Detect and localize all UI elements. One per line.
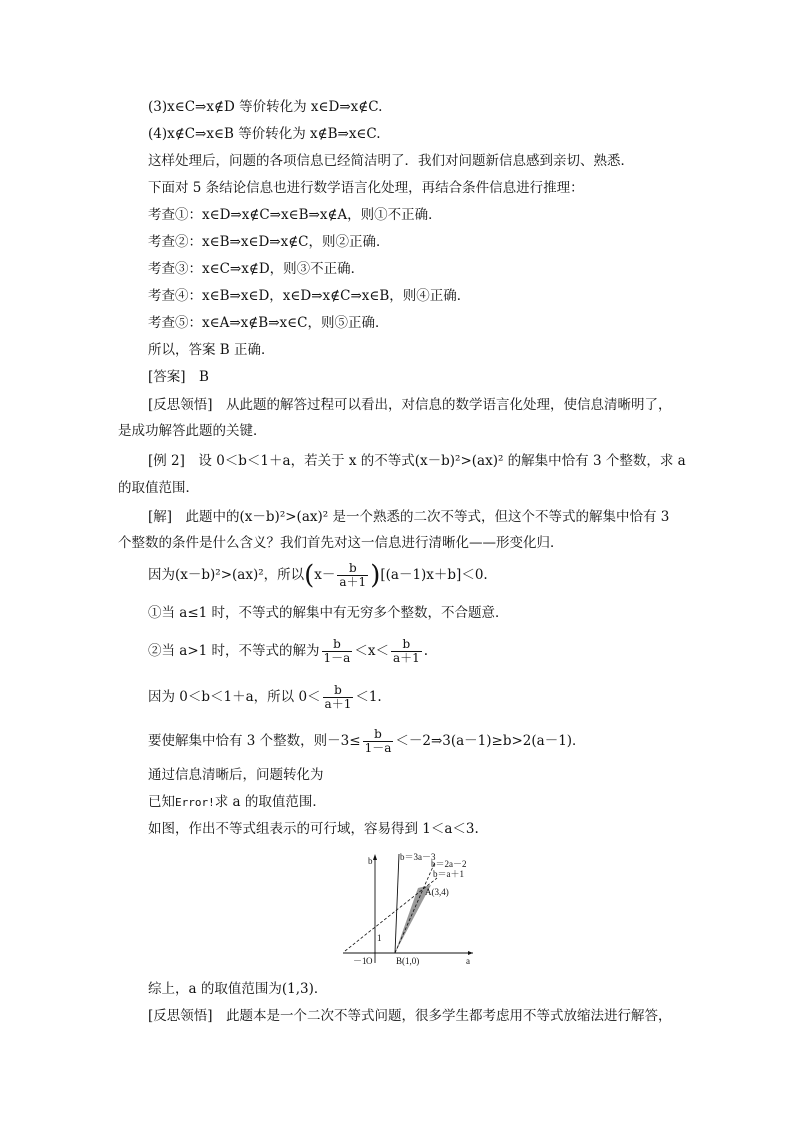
left-paren: ( <box>304 560 315 591</box>
fraction-b-over-1-minus-a-2: $\frac{b}{1-a}$ <box>364 727 392 755</box>
line-3: 这样处理后，问题的各项信息已经简洁明了．我们对问题新信息感到亲切、熟悉． <box>148 153 634 169</box>
check-2: 考查②：x∈B⇒x∈D⇒x∉C，则②正确． <box>148 234 390 250</box>
point-b-label: B(1,0) <box>396 956 420 966</box>
right-paren: ) <box>370 560 381 591</box>
three-integers-line: 要使解集中恰有 3 个整数，则－3≤ $\frac{b}{1-a}$ ＜－2⇒3(a－1)≥b>2(a－1)． <box>148 727 586 755</box>
check-3: 考查③：x∈C⇒x∉D，则③不正确． <box>148 261 365 277</box>
check-5: 考查⑤：x∈A⇒x∉B⇒x∈C，则⑤正确． <box>148 315 389 331</box>
case-1: ①当 a≤1 时，不等式的解集中有无穷多个整数，不合题意． <box>148 605 509 621</box>
fraction-b-over-a-plus-1-3: $\frac{b}{a+1}$ <box>324 683 352 711</box>
label-b-2a-2: b＝2a－2 <box>431 859 467 869</box>
label-b-a-plus-1: b＝a＋1 <box>433 869 464 879</box>
because-line: 因为(x－b)²>(ax)²，所以(x－ $\frac{b}{a+1}$ )[(a－1)x＋b]＜0. <box>148 560 488 591</box>
case-2: ②当 a>1 时，不等式的解为 $\frac{b}{1-a}$ ＜x＜ $\frac{b}{a+1}$ . <box>148 637 429 665</box>
conclusion-line: 所以，答案 B 正确． <box>148 342 275 358</box>
fraction-b-over-a-plus-1: $\frac{b}{a+1}$ <box>339 561 367 589</box>
label-b-3a-3: b＝3a－3 <box>400 852 436 862</box>
solution-1: [解] 此题中的(x－b)²>(ax)² 是一个熟悉的二次不等式，但这个不等式的解集中恰有 3 <box>148 509 670 525</box>
solution-1-cont: 个整数的条件是什么含义？我们首先对这一信息进行清晰化——形变化归． <box>118 535 564 551</box>
summary-line: 综上，a 的取值范围为(1,3)． <box>148 981 328 997</box>
feasible-region-graph <box>338 850 478 970</box>
example-2: [例 2] 设 0＜b＜1＋a，若关于 x 的不等式(x－b)²>(ax)² 的解集中恰有 3 个整数，求 a <box>148 453 686 469</box>
answer-line: [答案] B <box>148 369 209 385</box>
reflection-1: [反思领悟] 从此题的解答过程可以看出，对信息的数学语言化处理，使信息清晰明了， <box>148 397 672 413</box>
check-4: 考查④：x∈B⇒x∈D，x∈D⇒x∉C⇒x∈B，则④正确． <box>148 288 471 304</box>
check-1: 考查①：x∈D⇒x∉C⇒x∈B⇒x∉A，则①不正确． <box>148 207 442 223</box>
a-axis-label: a <box>466 956 470 966</box>
reflection-1-cont: 是成功解答此题的关键． <box>118 423 267 439</box>
known-line: 已知Error!求 a 的取值范围． <box>148 794 326 810</box>
fraction-b-over-1-minus-a: $\frac{b}{1-a}$ <box>323 637 351 665</box>
error-field: Error! <box>175 796 215 809</box>
neg-one-label: －1 <box>353 956 367 966</box>
one-label: 1 <box>377 933 382 943</box>
point-a-label: A(3,4) <box>425 887 449 897</box>
a-axis-arrow <box>468 951 473 955</box>
line-2: (4)x∉C⇒x∈B 等价转化为 x∉B⇒x∈C. <box>148 126 381 142</box>
line-b-3a-3 <box>395 854 399 953</box>
b-axis-arrow <box>373 854 377 860</box>
transform-line: 通过信息清晰后，问题转化为 <box>148 767 324 783</box>
origin-label: O <box>366 956 373 966</box>
reflection-2: [反思领悟] 此题本是一个二次不等式问题，很多学生都考虑用不等式放缩法进行解答， <box>148 1008 672 1024</box>
figure-line: 如图，作出不等式组表示的可行域，容易得到 1＜a＜3. <box>148 821 479 837</box>
line-4: 下面对 5 条结论信息也进行数学语言化处理，再结合条件信息进行推理： <box>148 180 584 196</box>
fraction-b-over-a-plus-1-2: $\frac{b}{a+1}$ <box>392 637 420 665</box>
b-axis-label: b <box>368 856 373 866</box>
example-2-cont: 的取值范围． <box>118 480 199 496</box>
line-1: (3)x∈C⇒x∉D 等价转化为 x∈D⇒x∉C. <box>148 99 383 115</box>
because-line-2: 因为 0＜b＜1＋a，所以 0＜ $\frac{b}{a+1}$ ＜1. <box>148 683 382 711</box>
